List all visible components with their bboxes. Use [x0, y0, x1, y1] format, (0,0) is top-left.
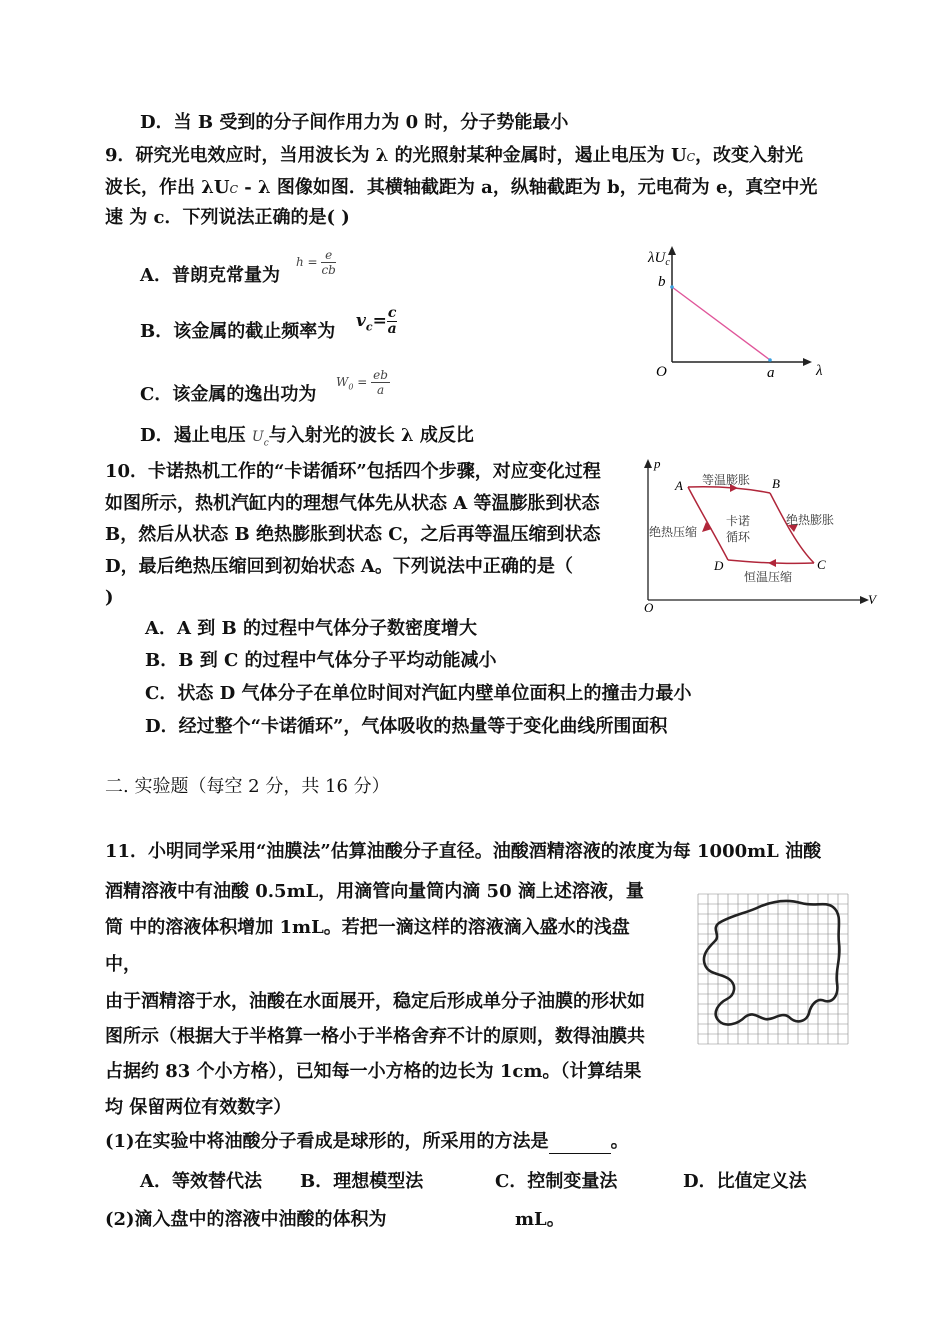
q9-option-b: B．该金属的截止频率为 [140, 321, 336, 342]
q9-formula-c: $W_0$ = $\frac{eb}{a}$ [336, 368, 388, 397]
q11-sub1-option-a: A．等效替代法 [140, 1171, 262, 1192]
q11-sub1-option-b: B．理想模型法 [300, 1171, 424, 1192]
q11-oil-film-outline [704, 901, 839, 1025]
q10-option-a: A．A 到 B 的过程中气体分子数密度增大 [145, 618, 477, 639]
q9-y-arrow [668, 246, 676, 255]
q11-line4: 中， [105, 954, 141, 975]
q9-option-d: D．遏止电压 $U_c$与入射光的波长 λ 成反比 [140, 425, 474, 449]
q10-state-d: D [714, 558, 724, 573]
q10-p-label: p [654, 456, 661, 471]
q11-line5: 由于酒精溶于水，油酸在水面展开，稳定后形成单分子油膜的形状如 [105, 991, 645, 1012]
q11-sub1-option-c: C．控制变量法 [495, 1171, 618, 1192]
q10-curve-da [688, 487, 728, 560]
q10-option-b: B．B 到 C 的过程中气体分子平均动能减小 [145, 650, 497, 671]
q9-option-c: C．该金属的逸出功为 [140, 384, 317, 405]
q9-origin-label: O [656, 364, 667, 380]
q10-iso-exp-label: 等温膨胀 [702, 473, 751, 487]
q11-line2: 酒精溶液中有油酸 0.5mL，用滴管向量筒内滴 50 滴上述溶液，量 [105, 881, 644, 902]
q10-carnot-cycle-graph [640, 452, 880, 614]
q10-option-d: D．经过整个“卡诺循环”，气体吸收的热量等于变化曲线所围面积 [145, 716, 668, 737]
q10-state-b: B [772, 476, 780, 491]
q9-stem-line1: 9．研究光电效应时，当用波长为 λ 的光照射某种金属时，遏止电压为 UC，改变入射光 [105, 145, 804, 166]
q9-intercept-b-dot [670, 285, 674, 289]
q11-line1: 11．小明同学采用“油膜法”估算油酸分子直径。油酸酒精溶液的浓度为每 1000mL 油酸 [105, 841, 822, 862]
q11-sub1-blank[interactable] [549, 1135, 611, 1154]
q9-stem-line2: 波长，作出 λUC - λ 图像如图．其横轴截距为 a，纵轴截距为 b，元电荷为 e，真空中光 [105, 177, 818, 198]
q10-state-c: C [817, 557, 826, 572]
q10-stem-line2: 如图所示，热机汽缸内的理想气体先从状态 A 等温膨胀到状态 [105, 493, 600, 514]
q10-stem-line5: ) [105, 587, 114, 608]
q10-center-label-1: 卡诺 [726, 514, 751, 528]
q9-option-a: A．普朗克常量为 [140, 265, 280, 286]
q11-line3: 筒 中的溶液体积增加 1mL。若把一滴这样的溶液滴入盛水的浅盘 [105, 917, 630, 938]
q9-lambda-uc-graph [640, 240, 840, 385]
q9-x-arrow [803, 358, 812, 366]
q10-origin-label: O [644, 600, 654, 614]
q10-curve-ab [688, 487, 770, 493]
q11-oil-film-grid [697, 893, 849, 1045]
q9-formula-b: $v_c=$ $\frac{c}{a}$ [356, 305, 397, 337]
q11-sub2-unit: mL。 [515, 1209, 565, 1230]
q9-a-label: a [767, 365, 775, 381]
q10-stem-line3: B，然后从状态 B 绝热膨胀到状态 C，之后再等温压缩到状态 [105, 524, 601, 545]
q10-state-a: A [675, 478, 683, 493]
q9-y-label: $\lambda U_c$ [648, 250, 670, 268]
q10-stem-line4: D，最后绝热压缩回到初始状态 A。下列说法中正确的是（ [105, 556, 573, 577]
q11-sub1-option-d: D．比值定义法 [683, 1171, 807, 1192]
q11-sub2: (2)滴入盘中的溶液中油酸的体积为 [105, 1209, 387, 1230]
q10-adi-comp-label: 绝热压缩 [649, 525, 698, 539]
q9-b-label: b [658, 274, 666, 290]
q9-stem-line3: 速 为 c．下列说法正确的是( ) [105, 207, 350, 228]
q10-arrow-cd [768, 559, 776, 567]
section-2-title: 二. 实验题（每空 2 分，共 16 分） [105, 776, 390, 797]
q9-graph-line [672, 287, 770, 360]
q10-option-c: C．状态 D 气体分子在单位时间对汽缸内壁单位面积上的撞击力最小 [145, 683, 692, 704]
q9-x-label: λ [816, 363, 823, 379]
q11-line7: 占据约 83 个小方格），已知每一小方格的边长为 1cm。（计算结果 [105, 1061, 642, 1082]
q10-adi-exp-label: 绝热膨胀 [786, 513, 835, 527]
q8-option-d: D．当 B 受到的分子间作用力为 0 时，分子势能最小 [140, 112, 569, 133]
q10-iso-comp-label: 恒温压缩 [744, 570, 793, 584]
q10-v-label: V [868, 592, 876, 607]
q10-stem-line1: 10．卡诺热机工作的“卡诺循环”包括四个步骤，对应变化过程 [105, 461, 601, 482]
q10-p-arrow [644, 459, 652, 468]
q9-formula-a: h = $\frac{e}{cb}$ [296, 248, 336, 277]
q11-line8: 均 保留两位有效数字） [105, 1097, 292, 1118]
q11-sub1: (1)在实验中将油酸分子看成是球形的，所采用的方法是 。 [105, 1131, 629, 1152]
q10-center-label-2: 循环 [726, 530, 751, 544]
q9-intercept-a-dot [768, 358, 772, 362]
q11-line6: 图所示（根据大于半格算一格小于半格舍弃不计的原则，数得油膜共 [105, 1026, 645, 1047]
